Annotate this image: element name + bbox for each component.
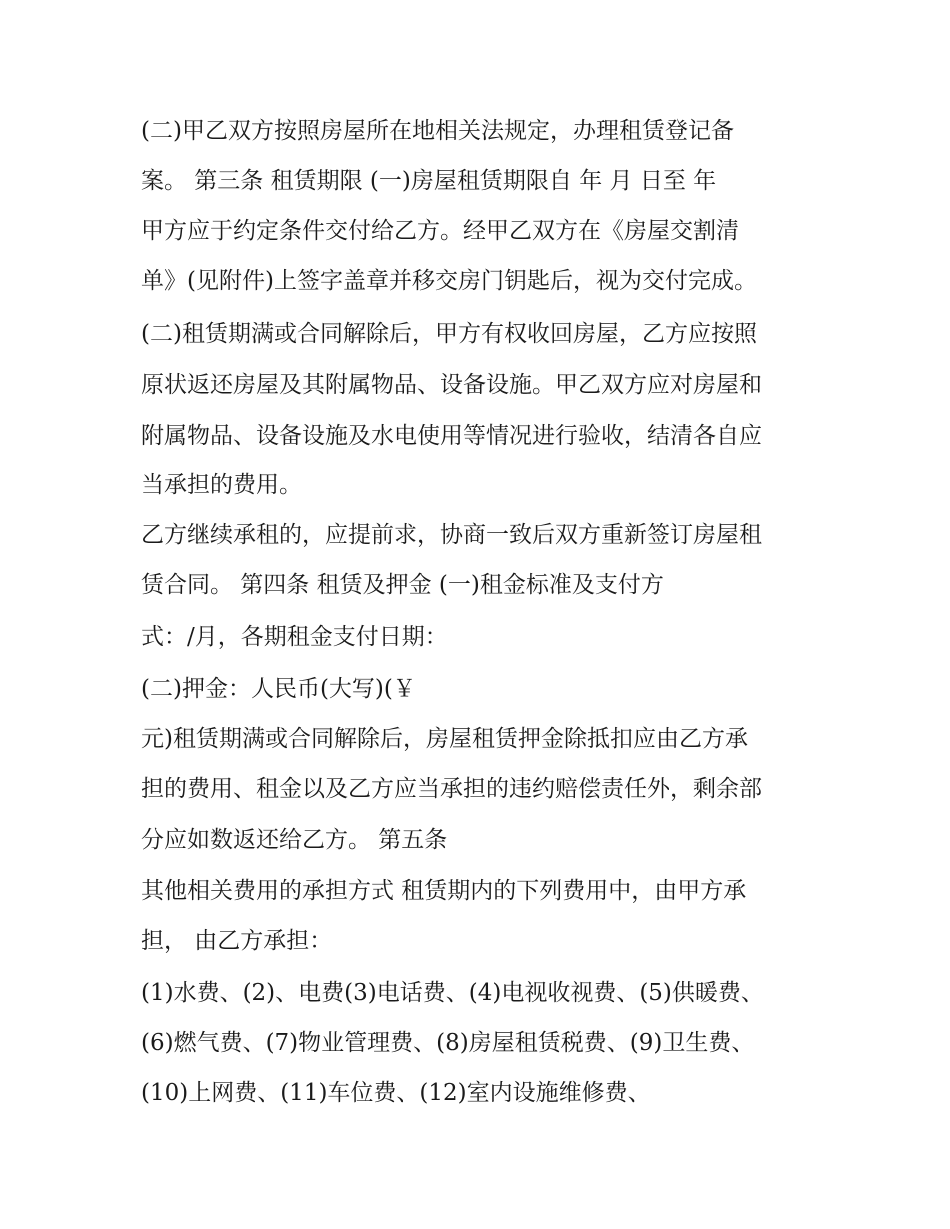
text-line: 原状返还房屋及其附属物品、设备设施。甲乙双方应对房屋和 — [141, 372, 762, 398]
text-line: 当承担的费用。 — [141, 472, 302, 498]
text-line: (二)押金：人民币(大写)(￥ — [141, 676, 416, 702]
text-line: 分应如数返还给乙方。 第五条 — [141, 827, 448, 853]
text-line: (二)甲乙双方按照房屋所在地相关法规定，办理租赁登记备 — [141, 118, 734, 144]
text-line: 乙方继续承租的，应提前求，协商一致后双方重新签订房屋租 — [141, 522, 762, 548]
text-line: 甲方应于约定条件交付给乙方。经甲乙双方在《房屋交割清 — [141, 218, 739, 244]
text-line: (10)上网费、(11)车位费、(12)室内设施维修费、 — [141, 1080, 651, 1106]
text-line: 担的费用、租金以及乙方应当承担的违约赔偿责任外，剩余部 — [141, 776, 762, 802]
text-line: (二)租赁期满或合同解除后，甲方有权收回房屋，乙方应按照 — [141, 321, 757, 347]
text-line: 其他相关费用的承担方式 租赁期内的下列费用中，由甲方承 — [141, 878, 747, 904]
text-line: 案。 第三条 租赁期限 (一)房屋租赁期限自 年 月 日至 年 — [141, 168, 717, 194]
text-line: 赁合同。 第四条 租赁及押金 (一)租金标准及支付方 — [141, 572, 664, 598]
text-line: 单》(见附件)上签字盖章并移交房门钥匙后，视为交付完成。 — [141, 268, 757, 294]
text-line: (6)燃气费、(7)物业管理费、(8)房屋租赁税费、(9)卫生费、 — [141, 1030, 755, 1056]
text-line: 元)租赁期满或合同解除后，房屋租赁押金除抵扣应由乙方承 — [141, 726, 748, 752]
text-line: 担， 由乙方承担： — [141, 928, 333, 954]
text-line: 附属物品、设备设施及水电使用等情况进行验收，结清各自应 — [141, 423, 762, 449]
text-line: (1)水费、(2)、电费(3)电话费、(4)电视收视费、(5)供暖费、 — [141, 980, 764, 1006]
text-line: 式：/月，各期租金支付日期： — [141, 624, 448, 650]
